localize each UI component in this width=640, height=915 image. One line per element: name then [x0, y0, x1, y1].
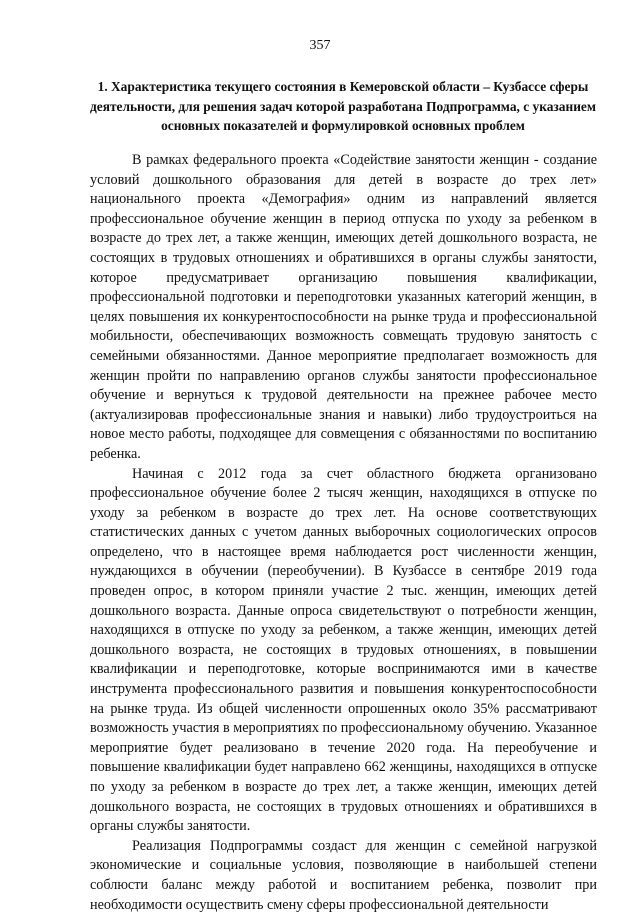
paragraph: Начиная с 2012 года за счет областного бюджета организовано профессиональное обучение более 2 тысяч женщин, находящихся в отпуске по уходу за ребенком в возрасте до трех лет. На основе соответствующих статистических данных с учетом данных выборочных социологических опросов определено, что в настоящее время наблюдается рост численности женщин, нуждающихся в обучении (переобучении). В Кузбассе в сентябре 2019 года проведен опрос, в котором приняли участие 2 тыс. женщин, имеющих детей дошкольного возраста. Данные опроса свидетельствуют о потребности женщин, находящихся в отпуске по уходу за ребенком, а также женщин, имеющих детей дошкольного возраста, не состоящих в трудовых отношениях, в повышении квалификации и переподготовке, которые воспринимаются ими в качестве инструмента профессионального развития и повышения конкурентоспособности на рынке труда. Из общей численности опрошенных около 35% рассматривают возможность участия в мероприятиях по профессиональному обучению. Указанное мероприятие будет реализовано в течение 2020 года. На переобучение и повышение квалификации будет направлено 662 женщины, находящихся в отпуске по уходу за ребенком в возрасте до трех лет, а также женщин, имеющих детей дошкольного возраста, не состоящих в трудовых отношениях и обратившихся в органы службы занятости.	[90, 465, 597, 835]
body-text	[90, 151, 597, 915]
section-heading: 1. Характеристика текущего состояния в Кемеровской области – Кузбассе сферы деятельности, для решения задач которой разработана Подпрограмма, с указанием основных показателей и формулировкой основных проблем	[89, 79, 596, 133]
page-number: 357	[309, 38, 331, 53]
paragraph: В рамках федерального проекта «Содействие занятости женщин - создание условий дошкольного образования для детей в возрасте до трех лет» национального проекта «Демография» одним из направлений является профессиональное обучение женщин в период отпуска по уходу за ребенком в возрасте до трех лет, а также женщин, имеющих детей дошкольного возраста, не состоящих в трудовых отношениях и обратившихся в органы службы занятости, которое предусматривает организацию повышения квалификации, профессиональной подготовки и переподготовки указанных категорий женщин, в целях повышения их конкурентоспособности на рынке труда и профессиональной мобильности, обеспечивающих возможность совмещать трудовую занятость с семейными обязанностями. Данное мероприятие предполагает возможность для женщин пройти по направлению органов службы занятости профессиональное обучение и вернуться к трудовой деятельности на прежнее рабочее место (актуализировав профессиональные знания и навыки) либо трудоустроиться на новое место работы, подходящее для совмещения с обязанностями по воспитанию ребенка.	[90, 152, 597, 462]
paragraph: Реализация Подпрограммы создаст для женщин с семейной нагрузкой экономические и социальные условия, позволяющие в наибольшей степени соблюсти баланс между работой и воспитанием ребенка, позволит при необходимости осуществить смену сферы профессиональной деятельности	[90, 837, 597, 913]
